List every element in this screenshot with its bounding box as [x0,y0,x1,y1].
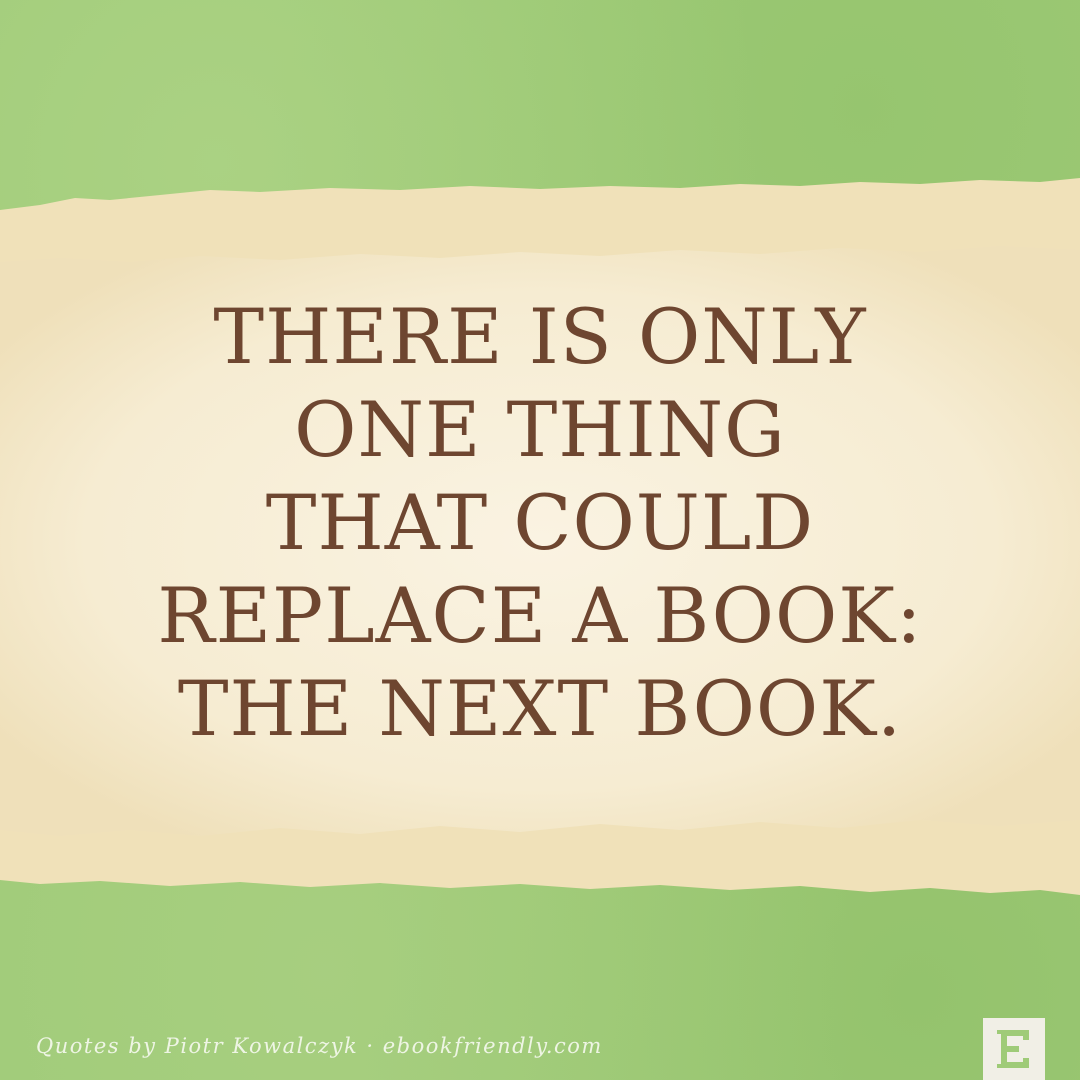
quote-line: THERE IS ONLY [213,292,867,381]
quote-line: THAT COULD [265,478,815,567]
ebook-friendly-logo [983,1018,1045,1080]
quote-text [0,290,1080,755]
logo-e-icon [983,1018,1045,1080]
quote-line: ONE THING [294,385,786,474]
quote-line: THE NEXT BOOK. [177,664,903,753]
quote-line: REPLACE A BOOK: [157,571,923,660]
credit-text: Quotes by Piotr Kowalczyk · ebookfriendly.com [36,1034,603,1058]
